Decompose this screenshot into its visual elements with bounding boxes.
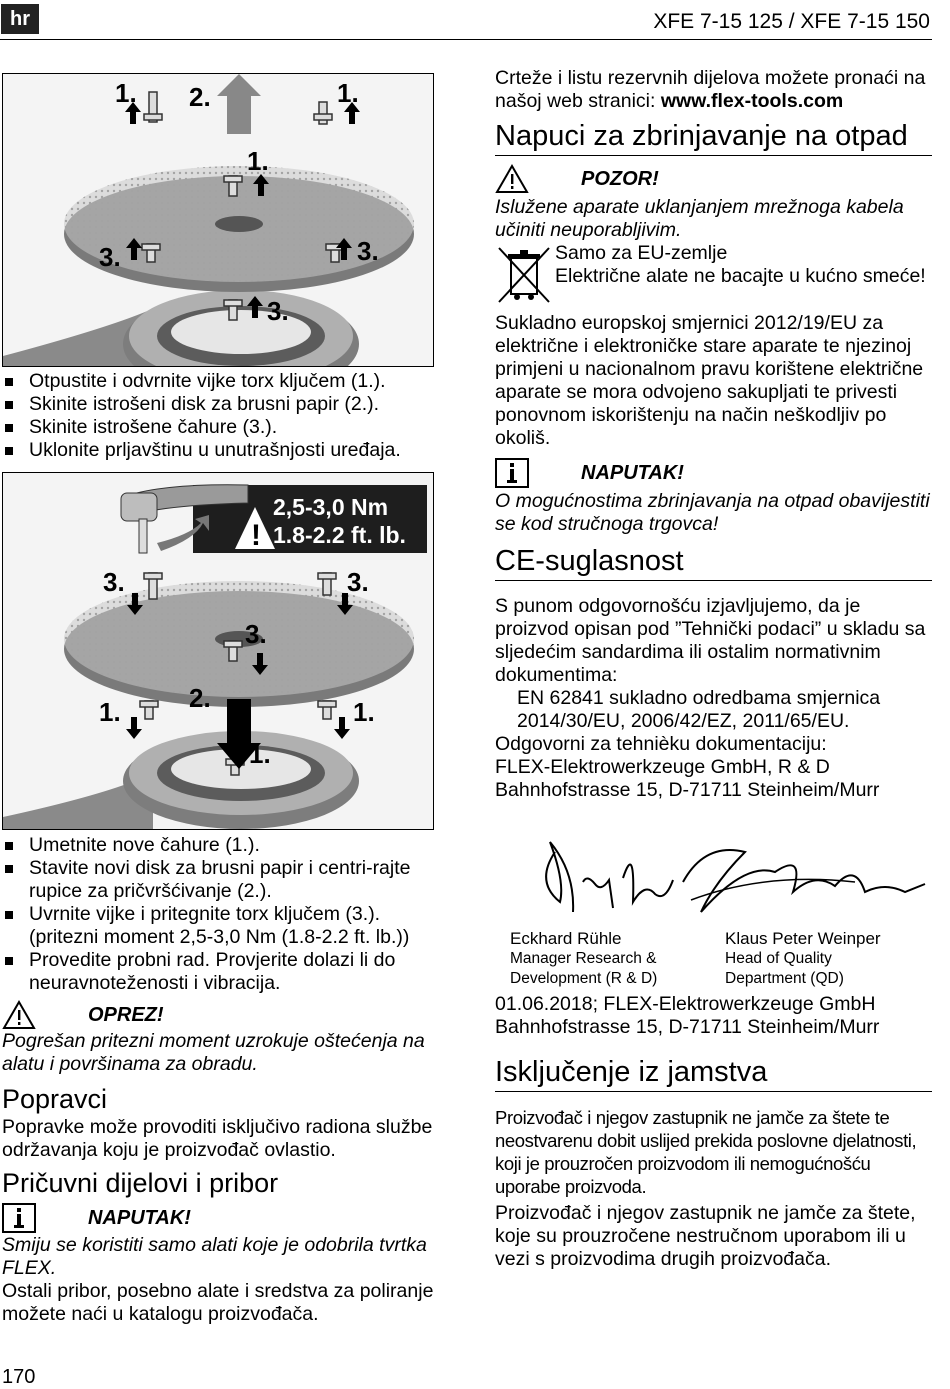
header-divider bbox=[0, 39, 932, 40]
warranty-text-2: Proizvođač i njegov zastupnik ne jamče za štete, koje su prouzročene nestručnom uporabom ili u vezi s proizvodima drugih proizvođača. bbox=[495, 1202, 916, 1270]
directive-text: Sukladno europskoj smjernici 2012/19/EU za električne i elektroničke stare aparate te njezinoj primjeni u nacionalnom pravu korištene električne aparate se mora odvojeno sakupljati te privesti ponovnom iskorištenju na način neškodljiv po okoliš. bbox=[495, 312, 924, 449]
note-text: Smiju se koristiti samo alati koje je odobrila tvrtka FLEX. bbox=[2, 1234, 427, 1279]
list-item: Umetnite nove čahure (1.). bbox=[2, 834, 442, 857]
info-icon bbox=[2, 1203, 36, 1233]
website-link[interactable]: www.flex-tools.com bbox=[660, 90, 844, 112]
page-header-title: XFE 7-15 125 / XFE 7-15 150 bbox=[653, 10, 930, 33]
fig2-label: 1. bbox=[99, 697, 121, 727]
list-item: Uvrnite vijke i pritegnite torx ključem (3.). (pritezni moment 2,5-3,0 Nm (1.8-2.2 ft. lb.)) bbox=[2, 903, 442, 949]
warning-triangle-icon bbox=[495, 164, 529, 194]
list-item: Stavite novi disk za brusni papir i centri-rajte rupice za pričvršćivanje (2.). bbox=[2, 857, 442, 903]
fig1-label: 1. bbox=[247, 146, 269, 176]
ce-declaration-text: S punom odgovornošću izjavljujemo, da je proizvod opisan pod ”Tehnički podaci” u skladu sa sljedećim sandardima ili ostalim normativnim dokumentima: bbox=[495, 595, 926, 686]
fig1-label: 3. bbox=[99, 242, 121, 272]
list-item: Skinite istrošeni disk za brusni papir (2.). bbox=[2, 393, 442, 416]
caution-title: OPREZ! bbox=[88, 1003, 164, 1026]
crossed-bin-icon bbox=[495, 244, 553, 306]
info-icon bbox=[495, 458, 529, 488]
handwritten-signatures bbox=[505, 822, 930, 922]
eu-only-text: Samo za EU-zemlje bbox=[555, 242, 728, 264]
figure-install-disc bbox=[2, 472, 434, 830]
fig2-label: 3. bbox=[347, 567, 369, 597]
spare-parts-heading: Pričuvni dijelovi i pribor bbox=[2, 1168, 279, 1198]
figure-install-disc-illustration bbox=[3, 473, 433, 829]
ce-heading: -suglasnost bbox=[535, 545, 684, 577]
torque-value-nm: 2,5-3,0 Nm bbox=[273, 494, 389, 520]
responsible-address: Bahnhofstrasse 15, D-71711 Steinheim/Murr bbox=[495, 779, 880, 801]
eu-disposal-text: Električne alate ne bacajte u kućno smeće! bbox=[555, 265, 926, 287]
page-number: 170 bbox=[2, 1366, 36, 1388]
fig1-label: 3. bbox=[357, 236, 379, 266]
disposal-warning-text: Islužene aparate uklanjanjem mrežnoga kabela učiniti neuporabljivim. bbox=[495, 196, 904, 241]
figure-remove-disc-illustration bbox=[3, 74, 433, 366]
repairs-heading: Popravci bbox=[2, 1084, 108, 1114]
language-tag: hr bbox=[1, 4, 39, 34]
ce-mark-icon: CE bbox=[495, 545, 536, 577]
svg-text:!: ! bbox=[251, 519, 261, 552]
signatory-2-name: Klaus Peter Weinper bbox=[725, 929, 881, 948]
note-title: NAPUTAK! bbox=[88, 1206, 191, 1229]
fig1-label: 3. bbox=[267, 296, 289, 326]
list-item: Provedite probni rad. Provjerite dolazi li do neuravnoteženosti i vibracija. bbox=[2, 949, 442, 995]
list-item: Skinite istrošene čahure (3.). bbox=[2, 416, 442, 439]
list-item: Uklonite prljavštinu u unutrašnjosti uređaja. bbox=[2, 439, 442, 462]
signature-date-line: 01.06.2018; FLEX-Elektrowerkzeuge GmbH bbox=[495, 993, 876, 1015]
ce-standard-text: EN 62841 sukladno odredbama smjernica 2014/30/EU, 2006/42/EZ, 2011/65/EU. bbox=[517, 687, 881, 732]
fig2-label: 1. bbox=[249, 739, 271, 769]
remove-steps-list bbox=[2, 370, 442, 462]
intro-text bbox=[495, 67, 932, 113]
signatory-1-role: Development (R & D) bbox=[510, 970, 658, 987]
fig2-label: 3. bbox=[103, 567, 125, 597]
fig2-label: 1. bbox=[353, 697, 375, 727]
caution-text: Pogrešan pritezni moment uzrokuje oštećenja na alatu i površinama za obradu. bbox=[2, 1030, 425, 1075]
responsible-company: FLEX-Elektrowerkzeuge GmbH, R & D bbox=[495, 756, 830, 778]
install-steps-list bbox=[2, 834, 442, 995]
warranty-text-1: Proizvođač i njegov zastupnik ne jamče za štete te neostvarenu dobit uslijed prekida poslovne djelatnosti, koji je prouzročen proizvodom ili nemogućnošću uporabe proizvoda. bbox=[495, 1107, 917, 1197]
signatory-2-role: Head of Quality bbox=[725, 950, 832, 967]
list-item: Otpustite i odvrnite vijke torx ključem (1.). bbox=[2, 370, 442, 393]
disposal-warning-title: POZOR! bbox=[581, 167, 659, 190]
disposal-note-title: NAPUTAK! bbox=[581, 461, 684, 484]
intro-text-body: Crteže i listu rezervnih dijelova možete pronaći na našoj web stranici: bbox=[495, 67, 926, 112]
torque-value-ftlb: 1.8-2.2 ft. lb. bbox=[273, 522, 406, 548]
fig2-label: 3. bbox=[245, 619, 267, 649]
disposal-heading: Napuci za zbrinjavanje na otpad bbox=[495, 119, 932, 156]
repairs-text: Popravke može provoditi isključivo radiona službe održavanja koju je proizvođač ovlastio. bbox=[2, 1116, 433, 1161]
disposal-note-text: O mogućnostima zbrinjavanja na otpad obavijestiti se kod stručnoga trgovca! bbox=[495, 490, 930, 535]
responsible-label: Odgovorni za tehnièku dokumentaciju: bbox=[495, 733, 827, 755]
fig1-label: 1. bbox=[115, 78, 137, 108]
warning-triangle-icon bbox=[2, 1000, 36, 1030]
fig1-label: 2. bbox=[189, 82, 211, 112]
fig2-label: 2. bbox=[189, 683, 211, 713]
signatory-1-name: Eckhard Rühle bbox=[510, 929, 622, 948]
signature-address-line: Bahnhofstrasse 15, D-71711 Steinheim/Murr bbox=[495, 1016, 880, 1038]
signatory-1-role: Manager Research & bbox=[510, 950, 657, 967]
fig1-label: 1. bbox=[337, 78, 359, 108]
warranty-heading: Isključenje iz jamstva bbox=[495, 1055, 932, 1092]
signatory-2-role: Department (QD) bbox=[725, 970, 844, 987]
figure-remove-disc bbox=[2, 73, 434, 367]
spare-parts-text: Ostali pribor, posebno alate i sredstva za poliranje možete naći u katalogu proizvođača. bbox=[2, 1280, 434, 1325]
